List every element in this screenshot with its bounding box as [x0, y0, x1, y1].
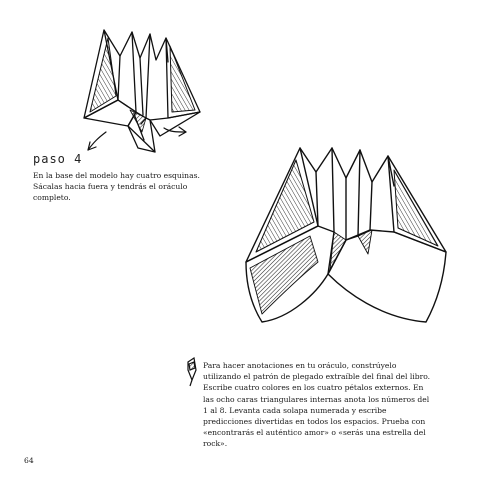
- page-number: 64: [24, 456, 34, 465]
- tip-text: Para hacer anotaciones en tu oráculo, constrúyelo utilizando el patrón de plegado extraíble del final del libro. Escribe cuatro colores en los cuatro pétalos externos. En las ocho caras triangulares internas anota los números del 1 al 8. Levanta cada solapa numerada y escribe predicciones divertidas en todos los espacios. Prueba con «encontrarás el auténtico amor» o «serás una estrella del rock».: [203, 361, 431, 449]
- pen-nib-drawing: [188, 358, 196, 386]
- fortune-teller-complete-drawing: [246, 148, 446, 322]
- step-instruction-text: En la base del modelo hay cuatro esquinas. Sácalas hacia fuera y tendrás el oráculo completo.: [33, 171, 200, 202]
- fortune-teller-partial-drawing: [84, 30, 200, 152]
- step-label: paso 4: [33, 152, 83, 166]
